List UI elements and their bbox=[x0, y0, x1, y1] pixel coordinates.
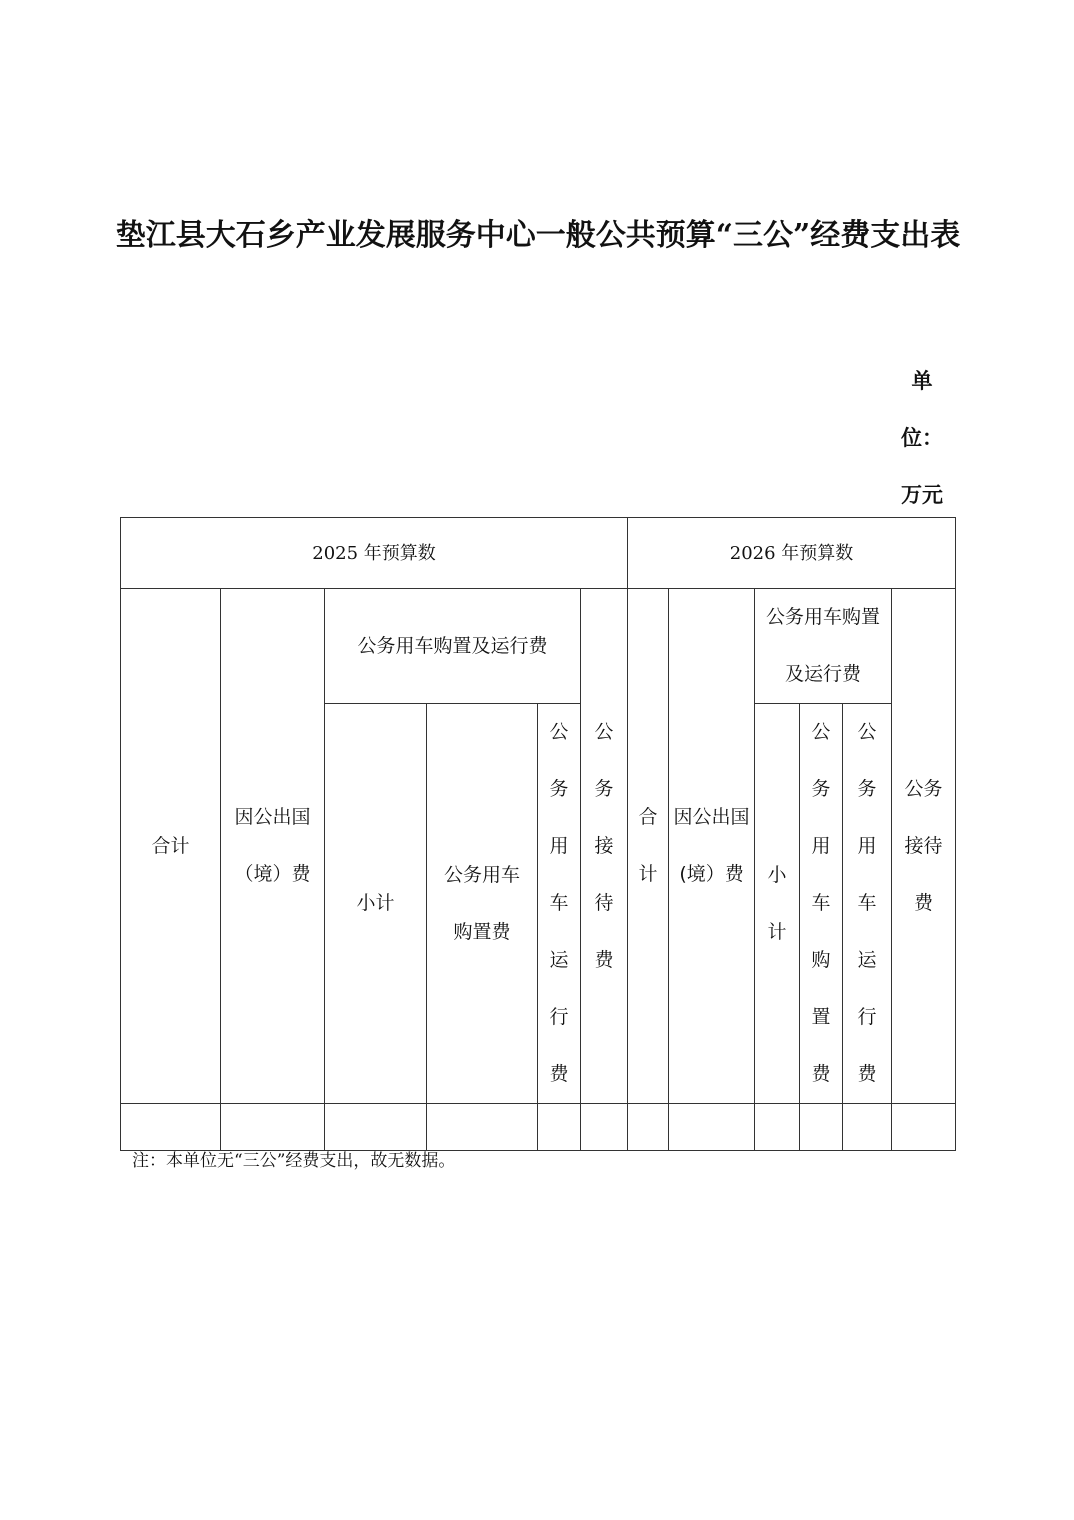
unit-label bbox=[892, 352, 952, 523]
year-2025-header: 2025 年预算数 bbox=[121, 518, 628, 589]
data-cell bbox=[427, 1104, 538, 1151]
data-cell bbox=[538, 1104, 581, 1151]
data-cell bbox=[755, 1104, 800, 1151]
data-cell bbox=[669, 1104, 755, 1151]
vehicle-group-2025-header: 公务用车购置及运行费 bbox=[325, 589, 581, 704]
table-row bbox=[121, 1104, 956, 1151]
abroad-2026-header: 因公出国(境）费 bbox=[669, 589, 755, 1104]
total-2025-header: 合计 bbox=[121, 589, 221, 1104]
purchase-2026-header: 公务用车购置费 bbox=[800, 704, 843, 1104]
unit-label-line: 单 bbox=[911, 368, 933, 393]
data-cell bbox=[325, 1104, 427, 1151]
subtotal-2025-header: 小计 bbox=[325, 704, 427, 1104]
data-cell bbox=[221, 1104, 325, 1151]
reception-2025-header: 公务接待费 bbox=[581, 589, 628, 1104]
operation-2026-header: 公务用车运行费 bbox=[843, 704, 892, 1104]
total-2026-header: 合计 bbox=[628, 589, 669, 1104]
footnote: 注：本单位无“三公”经费支出，故无数据。 bbox=[132, 1151, 456, 1171]
purchase-2025-header: 公务用车购置费 bbox=[427, 704, 538, 1104]
data-cell bbox=[628, 1104, 669, 1151]
vehicle-group-2026-header: 公务用车购置及运行费 bbox=[755, 589, 892, 704]
reception-2026-header: 公务接待费 bbox=[892, 589, 956, 1104]
data-cell bbox=[121, 1104, 221, 1151]
data-cell bbox=[843, 1104, 892, 1151]
operation-2025-header: 公务用车运行费 bbox=[538, 704, 581, 1104]
document-title: 垫江县大石乡产业发展服务中心一般公共预算“三公”经费支出表 bbox=[115, 218, 961, 253]
data-cell bbox=[892, 1104, 956, 1151]
abroad-2025-header: 因公出国（境）费 bbox=[221, 589, 325, 1104]
subtotal-2026-header: 小计 bbox=[755, 704, 800, 1104]
year-2026-header: 2026 年预算数 bbox=[628, 518, 956, 589]
unit-label-line: 位： bbox=[901, 425, 943, 450]
data-cell bbox=[581, 1104, 628, 1151]
data-cell bbox=[800, 1104, 843, 1151]
three-public-expense-table bbox=[120, 517, 956, 1151]
unit-label-line: 万元 bbox=[901, 482, 943, 507]
